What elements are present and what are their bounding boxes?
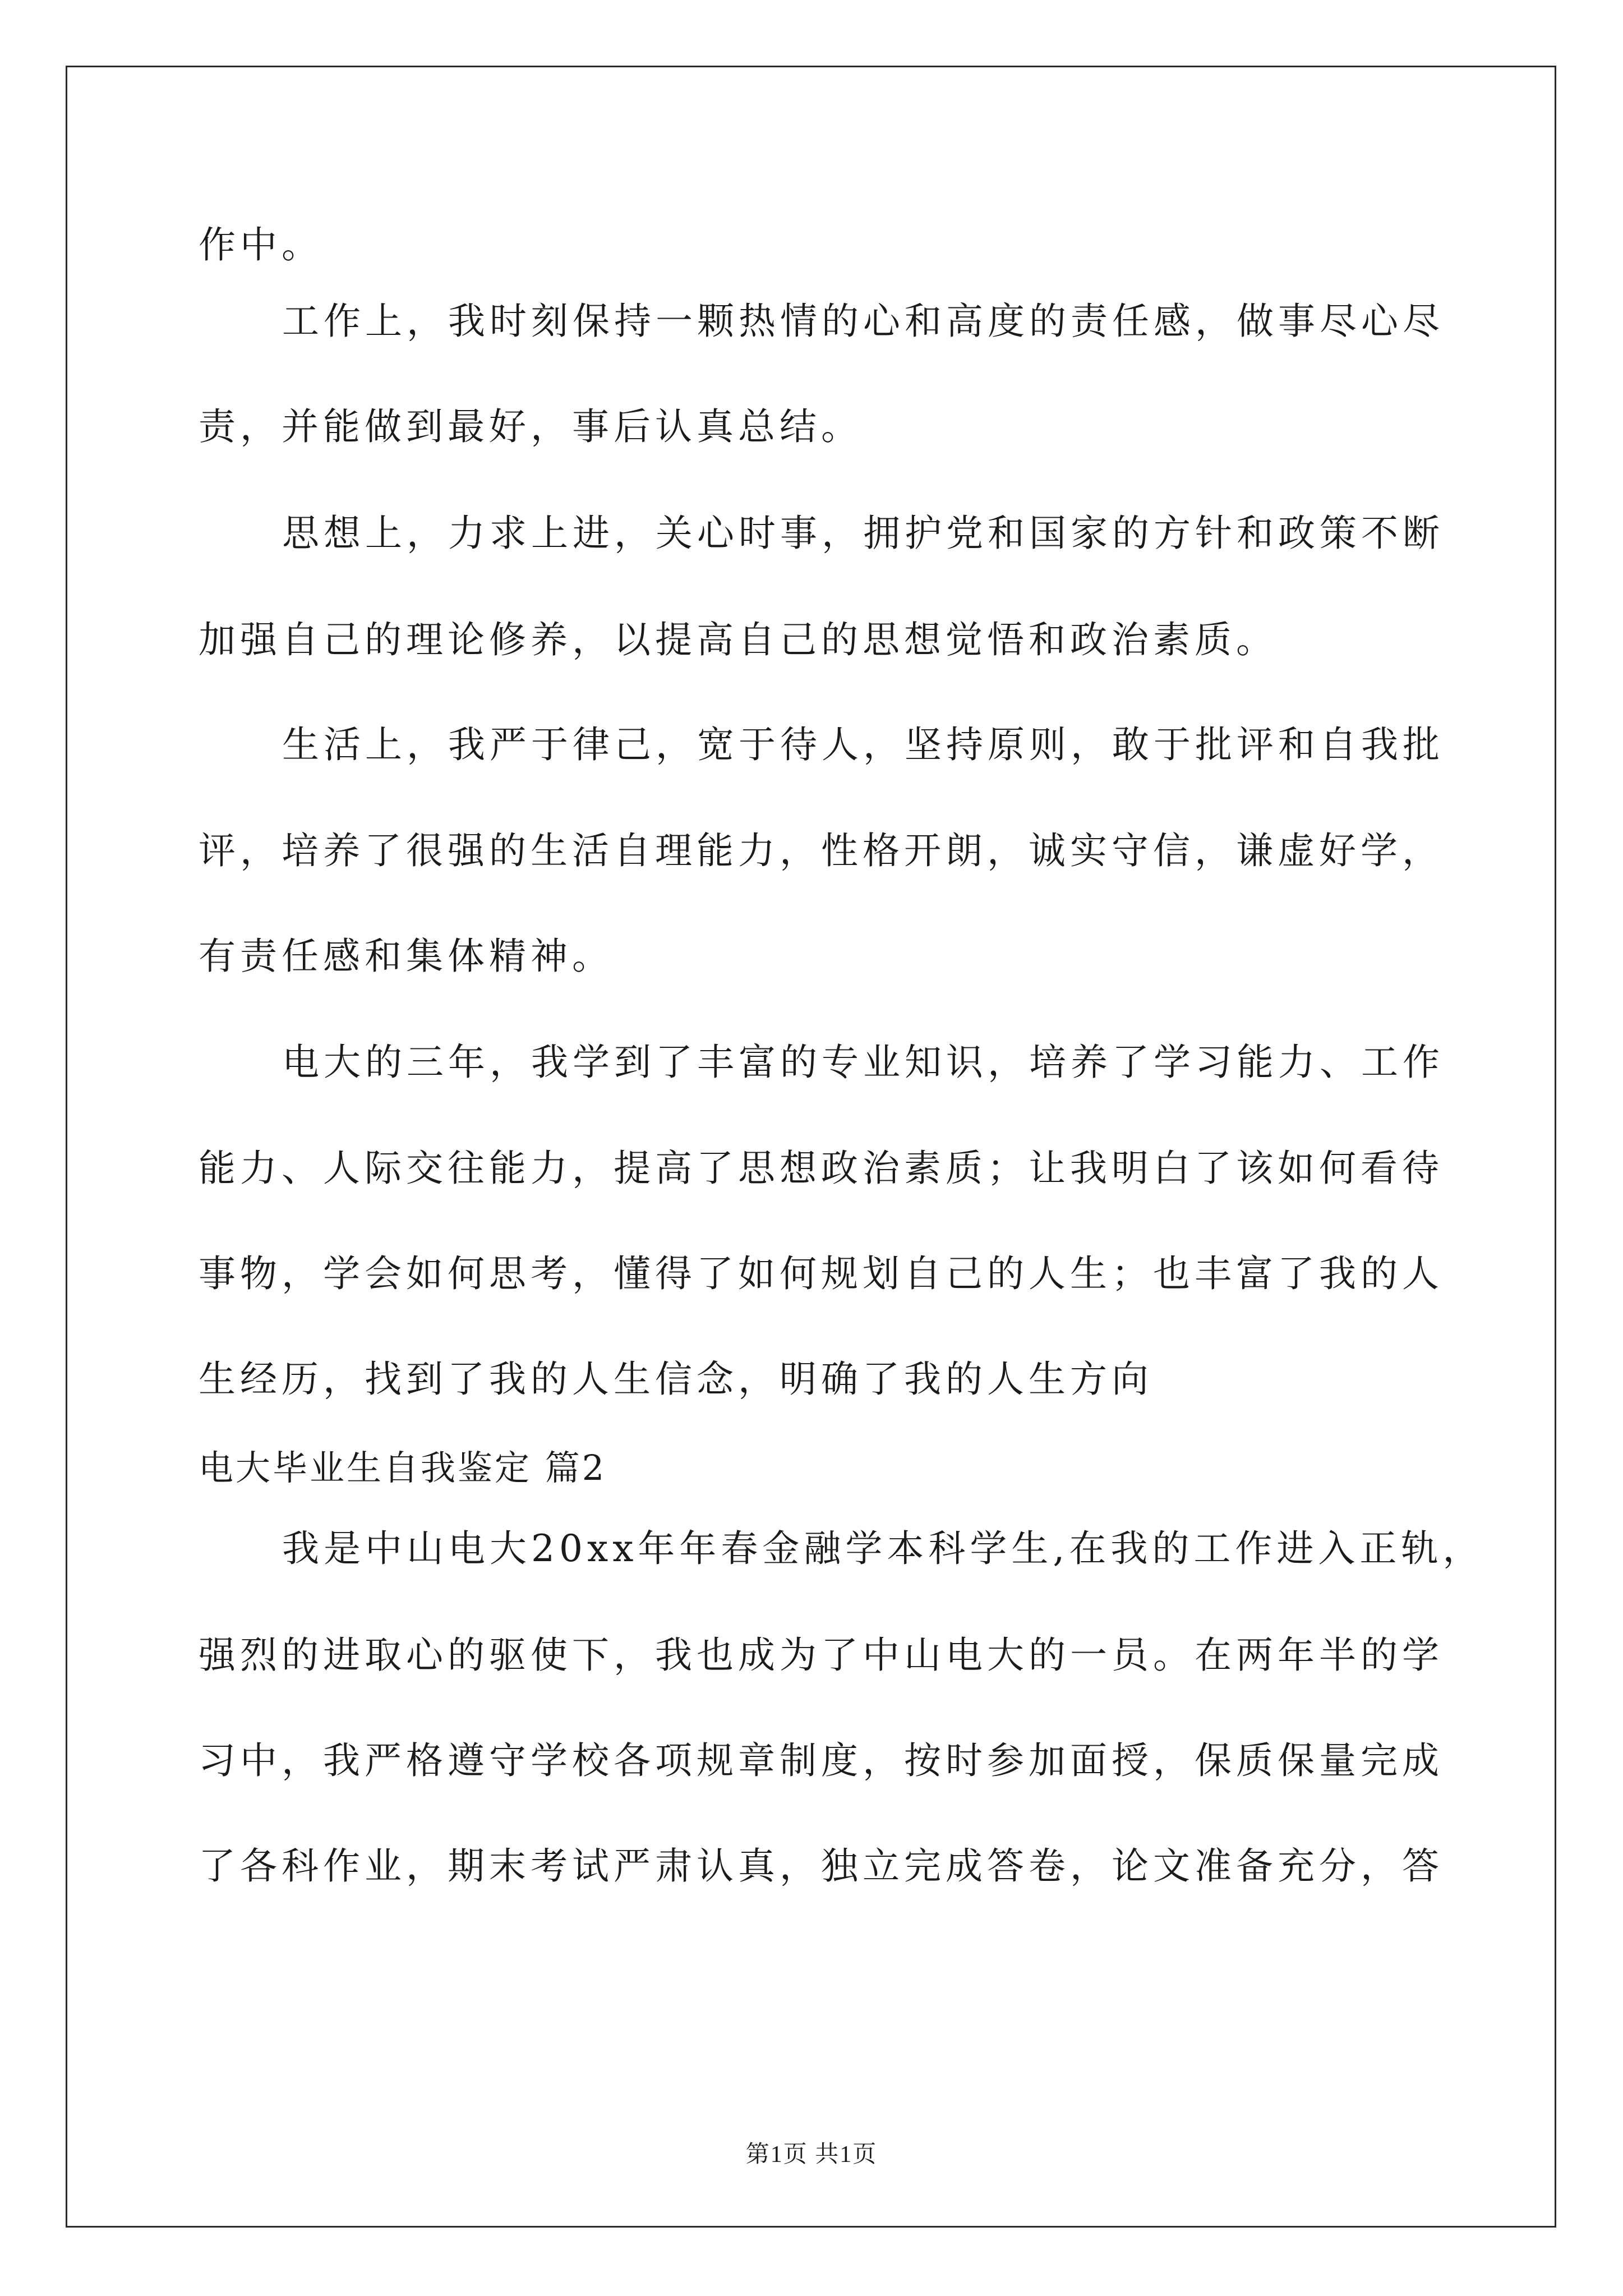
text-line: 有责任感和集体精神。 xyxy=(199,935,614,978)
text-line: 我是中山电大20xx年年春金融学本科学生,在我的工作进入正轨， xyxy=(282,1527,1484,1570)
text-line: 事物，学会如何思考，懂得了如何规划自己的人生；也丰富了我的人 xyxy=(199,1252,1444,1295)
text-line: 电大的三年，我学到了丰富的专业知识，培养了学习能力、工作 xyxy=(282,1041,1444,1084)
page-footer: 第1页 共1页 xyxy=(745,2142,878,2168)
text-line: 责，并能做到最好，事后认真总结。 xyxy=(199,405,863,448)
text-line: 思想上，力求上进，关心时事，拥护党和国家的方针和政策不断 xyxy=(282,512,1444,555)
text-line: 加强自己的理论修养，以提高自己的思想觉悟和政治素质。 xyxy=(199,618,1278,661)
text-line: 了各科作业，期末考试严肃认真，独立完成答卷，论文准备充分，答 xyxy=(199,1844,1444,1888)
text-line: 评，培养了很强的生活自理能力，性格开朗，诚实守信，谦虚好学， xyxy=(199,829,1444,872)
text-line: 强烈的进取心的驱使下，我也成为了中山电大的一员。在两年半的学 xyxy=(199,1634,1444,1677)
text-line: 生活上，我严于律己，宽于待人，坚持原则，敢于批评和自我批 xyxy=(282,723,1444,766)
text-line: 习中，我严格遵守学校各项规章制度，按时参加面授，保质保量完成 xyxy=(199,1739,1444,1782)
text-line: 生经历，找到了我的人生信念，明确了我的人生方向 xyxy=(199,1358,1153,1401)
section-heading: 电大毕业生自我鉴定 篇2 xyxy=(199,1447,607,1488)
text-line: 工作上，我时刻保持一颗热情的心和高度的责任感，做事尽心尽 xyxy=(282,300,1444,343)
text-line: 作中。 xyxy=(199,223,323,266)
text-line: 能力、人际交往能力，提高了思想政治素质；让我明白了该如何看待 xyxy=(199,1147,1444,1190)
